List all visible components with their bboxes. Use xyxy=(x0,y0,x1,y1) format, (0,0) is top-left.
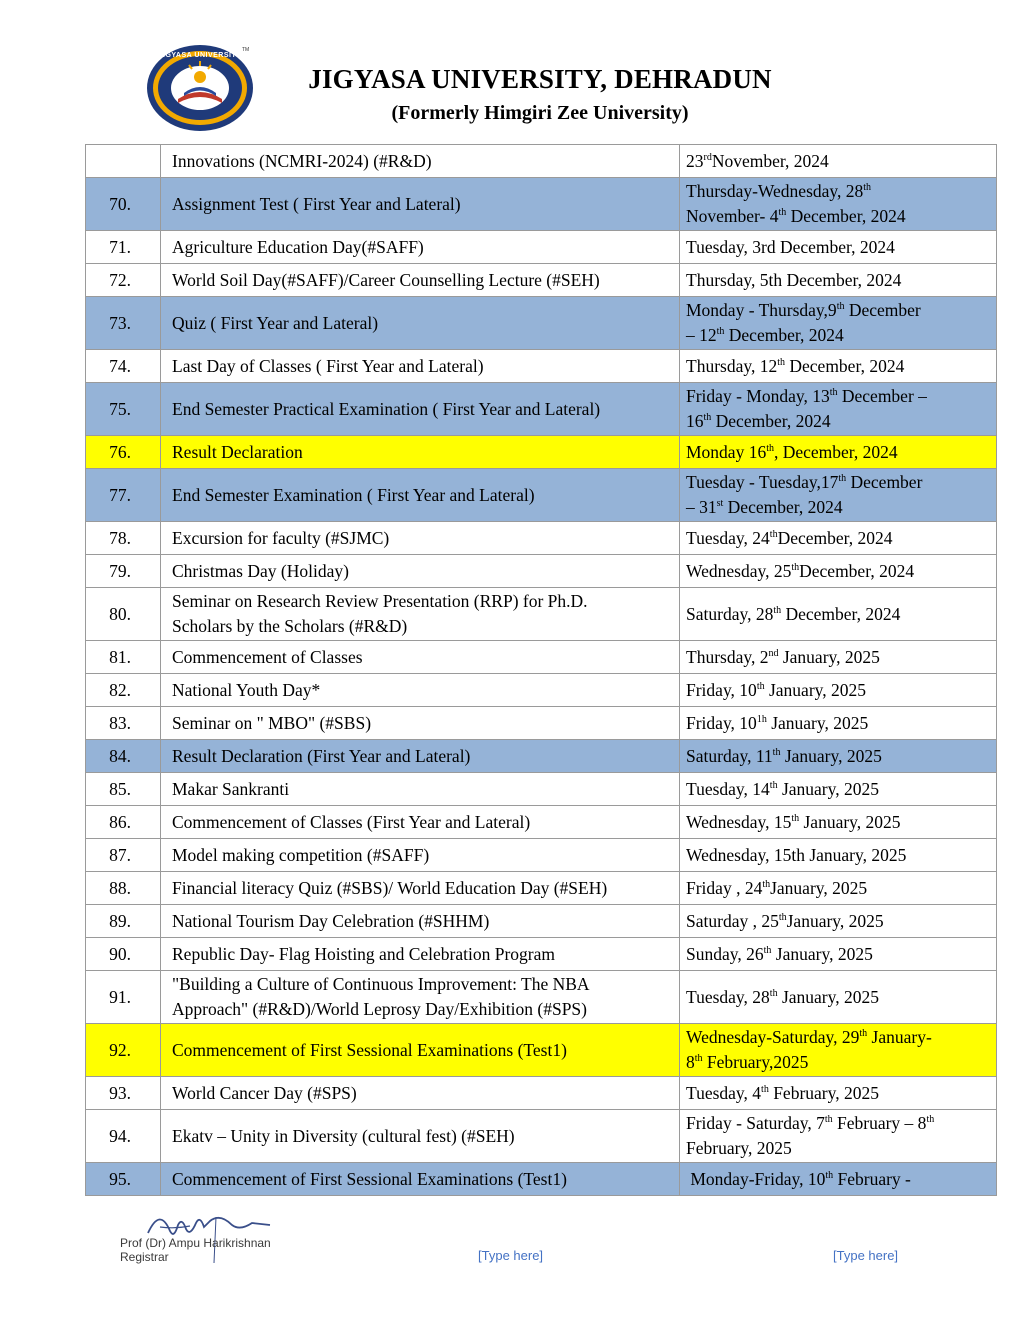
event-name: Republic Day- Flag Hoisting and Celebration Program xyxy=(161,938,680,971)
table-row xyxy=(86,178,997,231)
event-name: Agriculture Education Day(#SAFF) xyxy=(161,231,680,264)
row-number: 73. xyxy=(86,297,161,350)
svg-text:JIGYASA UNIVERSITY: JIGYASA UNIVERSITY xyxy=(158,52,242,59)
event-date: Monday - Thursday,9th December – 12th December, 2024 xyxy=(680,297,997,350)
row-number: 86. xyxy=(86,806,161,839)
event-name: End Semester Examination ( First Year and Lateral) xyxy=(161,469,680,522)
table-row xyxy=(86,1077,997,1110)
event-name: World Cancer Day (#SPS) xyxy=(161,1077,680,1110)
table-row xyxy=(86,1163,997,1196)
event-name: World Soil Day(#SAFF)/Career Counselling Lecture (#SEH) xyxy=(161,264,680,297)
row-number: 84. xyxy=(86,740,161,773)
row-number: 79. xyxy=(86,555,161,588)
event-name: Makar Sankranti xyxy=(161,773,680,806)
signer-title: Registrar xyxy=(120,1250,169,1264)
table-row xyxy=(86,707,997,740)
event-date: Wednesday, 15th January, 2025 xyxy=(680,806,997,839)
signature-block xyxy=(120,1236,271,1264)
event-date: Tuesday, 3rd December, 2024 xyxy=(680,231,997,264)
row-number: 70. xyxy=(86,178,161,231)
event-name: Innovations (NCMRI-2024) (#R&D) xyxy=(161,145,680,178)
row-number: 91. xyxy=(86,971,161,1024)
event-date: Wednesday-Saturday, 29th January- 8th February,2025 xyxy=(680,1024,997,1077)
event-date: Friday , 24thJanuary, 2025 xyxy=(680,872,997,905)
event-date: Tuesday, 14th January, 2025 xyxy=(680,773,997,806)
table-row xyxy=(86,938,997,971)
table-row xyxy=(86,522,997,555)
event-name: National Tourism Day Celebration (#SHHM) xyxy=(161,905,680,938)
table-row xyxy=(86,806,997,839)
event-date: Sunday, 26th January, 2025 xyxy=(680,938,997,971)
table-row xyxy=(86,588,997,641)
table-row xyxy=(86,1110,997,1163)
event-date: Tuesday, 4th February, 2025 xyxy=(680,1077,997,1110)
event-date: 23rdNovember, 2024 xyxy=(680,145,997,178)
table-row xyxy=(86,436,997,469)
row-number: 74. xyxy=(86,350,161,383)
table-row xyxy=(86,383,997,436)
calendar-body xyxy=(86,145,997,1196)
row-number: 72. xyxy=(86,264,161,297)
row-number: 78. xyxy=(86,522,161,555)
table-row xyxy=(86,674,997,707)
event-date: Saturday , 25thJanuary, 2025 xyxy=(680,905,997,938)
event-date: Tuesday - Tuesday,17th December – 31st December, 2024 xyxy=(680,469,997,522)
event-name: Seminar on Research Review Presentation (RRP) for Ph.D. Scholars by the Scholars (#R&D) xyxy=(161,588,680,641)
row-number: 82. xyxy=(86,674,161,707)
row-number xyxy=(86,145,161,178)
event-date: Tuesday, 24thDecember, 2024 xyxy=(680,522,997,555)
row-number: 95. xyxy=(86,1163,161,1196)
table-row xyxy=(86,555,997,588)
row-number: 89. xyxy=(86,905,161,938)
event-date: Friday, 10th January, 2025 xyxy=(680,674,997,707)
row-number: 87. xyxy=(86,839,161,872)
table-row xyxy=(86,469,997,522)
table-row xyxy=(86,264,997,297)
row-number: 93. xyxy=(86,1077,161,1110)
signer-name: Prof (Dr) Ampu Harikrishnan xyxy=(120,1236,271,1250)
event-name: End Semester Practical Examination ( First Year and Lateral) xyxy=(161,383,680,436)
event-date: Wednesday, 15th January, 2025 xyxy=(680,839,997,872)
event-date: Monday-Friday, 10th February - xyxy=(680,1163,997,1196)
footer-placeholder-right: [Type here] xyxy=(833,1248,899,1263)
event-name: Ekatv – Unity in Diversity (cultural fest) (#SEH) xyxy=(161,1110,680,1163)
table-row xyxy=(86,1024,997,1077)
event-date: Friday - Monday, 13th December – 16th December, 2024 xyxy=(680,383,997,436)
row-number: 75. xyxy=(86,383,161,436)
event-name: Quiz ( First Year and Lateral) xyxy=(161,297,680,350)
row-number: 76. xyxy=(86,436,161,469)
table-row xyxy=(86,872,997,905)
row-number: 80. xyxy=(86,588,161,641)
event-date: Saturday, 11th January, 2025 xyxy=(680,740,997,773)
academic-calendar-table xyxy=(85,144,997,1196)
event-name: Commencement of Classes (First Year and Lateral) xyxy=(161,806,680,839)
svg-text:TM: TM xyxy=(242,47,250,53)
event-name: Seminar on " MBO" (#SBS) xyxy=(161,707,680,740)
event-date: Thursday-Wednesday, 28th November- 4th December, 2024 xyxy=(680,178,997,231)
event-name: Commencement of First Sessional Examinations (Test1) xyxy=(161,1163,680,1196)
table-row xyxy=(86,905,997,938)
event-name: Assignment Test ( First Year and Lateral) xyxy=(161,178,680,231)
event-date: Wednesday, 25thDecember, 2024 xyxy=(680,555,997,588)
row-number: 71. xyxy=(86,231,161,264)
event-name: Last Day of Classes ( First Year and Lateral) xyxy=(161,350,680,383)
row-number: 77. xyxy=(86,469,161,522)
table-row xyxy=(86,839,997,872)
row-number: 85. xyxy=(86,773,161,806)
event-date: Thursday, 5th December, 2024 xyxy=(680,264,997,297)
table-row xyxy=(86,641,997,674)
event-name: Excursion for faculty (#SJMC) xyxy=(161,522,680,555)
event-name: Financial literacy Quiz (#SBS)/ World Education Day (#SEH) xyxy=(161,872,680,905)
event-name: Result Declaration xyxy=(161,436,680,469)
event-name: National Youth Day* xyxy=(161,674,680,707)
event-date: Tuesday, 28th January, 2025 xyxy=(680,971,997,1024)
event-name: Result Declaration (First Year and Lateral) xyxy=(161,740,680,773)
event-name: Model making competition (#SAFF) xyxy=(161,839,680,872)
table-row xyxy=(86,297,997,350)
row-number: 81. xyxy=(86,641,161,674)
row-number: 90. xyxy=(86,938,161,971)
event-name: Commencement of Classes xyxy=(161,641,680,674)
footer-placeholder-left: [Type here] xyxy=(478,1248,544,1263)
row-number: 92. xyxy=(86,1024,161,1077)
event-date: Monday 16th, December, 2024 xyxy=(680,436,997,469)
table-row xyxy=(86,971,997,1024)
table-row xyxy=(86,740,997,773)
event-date: Saturday, 28th December, 2024 xyxy=(680,588,997,641)
university-title: JIGYASA UNIVERSITY, DEHRADUN xyxy=(308,64,772,94)
event-date: Friday, $10^{1h}$ January, 2025 xyxy=(680,707,997,740)
event-date: Thursday, 2nd January, 2025 xyxy=(680,641,997,674)
event-name: Commencement of First Sessional Examinations (Test1) xyxy=(161,1024,680,1077)
table-row xyxy=(86,773,997,806)
row-number: 88. xyxy=(86,872,161,905)
table-row xyxy=(86,231,997,264)
event-date: Friday - Saturday, 7th February – 8th February, 2025 xyxy=(680,1110,997,1163)
row-number: 83. xyxy=(86,707,161,740)
table-row xyxy=(86,145,997,178)
event-name: "Building a Culture of Continuous Improvement: The NBA Approach" (#R&D)/World Leprosy Day/Exhibition (#SPS) xyxy=(161,971,680,1024)
university-subtitle: (Formerly Himgiri Zee University) xyxy=(391,102,689,124)
row-number: 94. xyxy=(86,1110,161,1163)
table-row xyxy=(86,350,997,383)
event-name: Christmas Day (Holiday) xyxy=(161,555,680,588)
event-date: Thursday, 12th December, 2024 xyxy=(680,350,997,383)
university-logo xyxy=(144,41,256,133)
